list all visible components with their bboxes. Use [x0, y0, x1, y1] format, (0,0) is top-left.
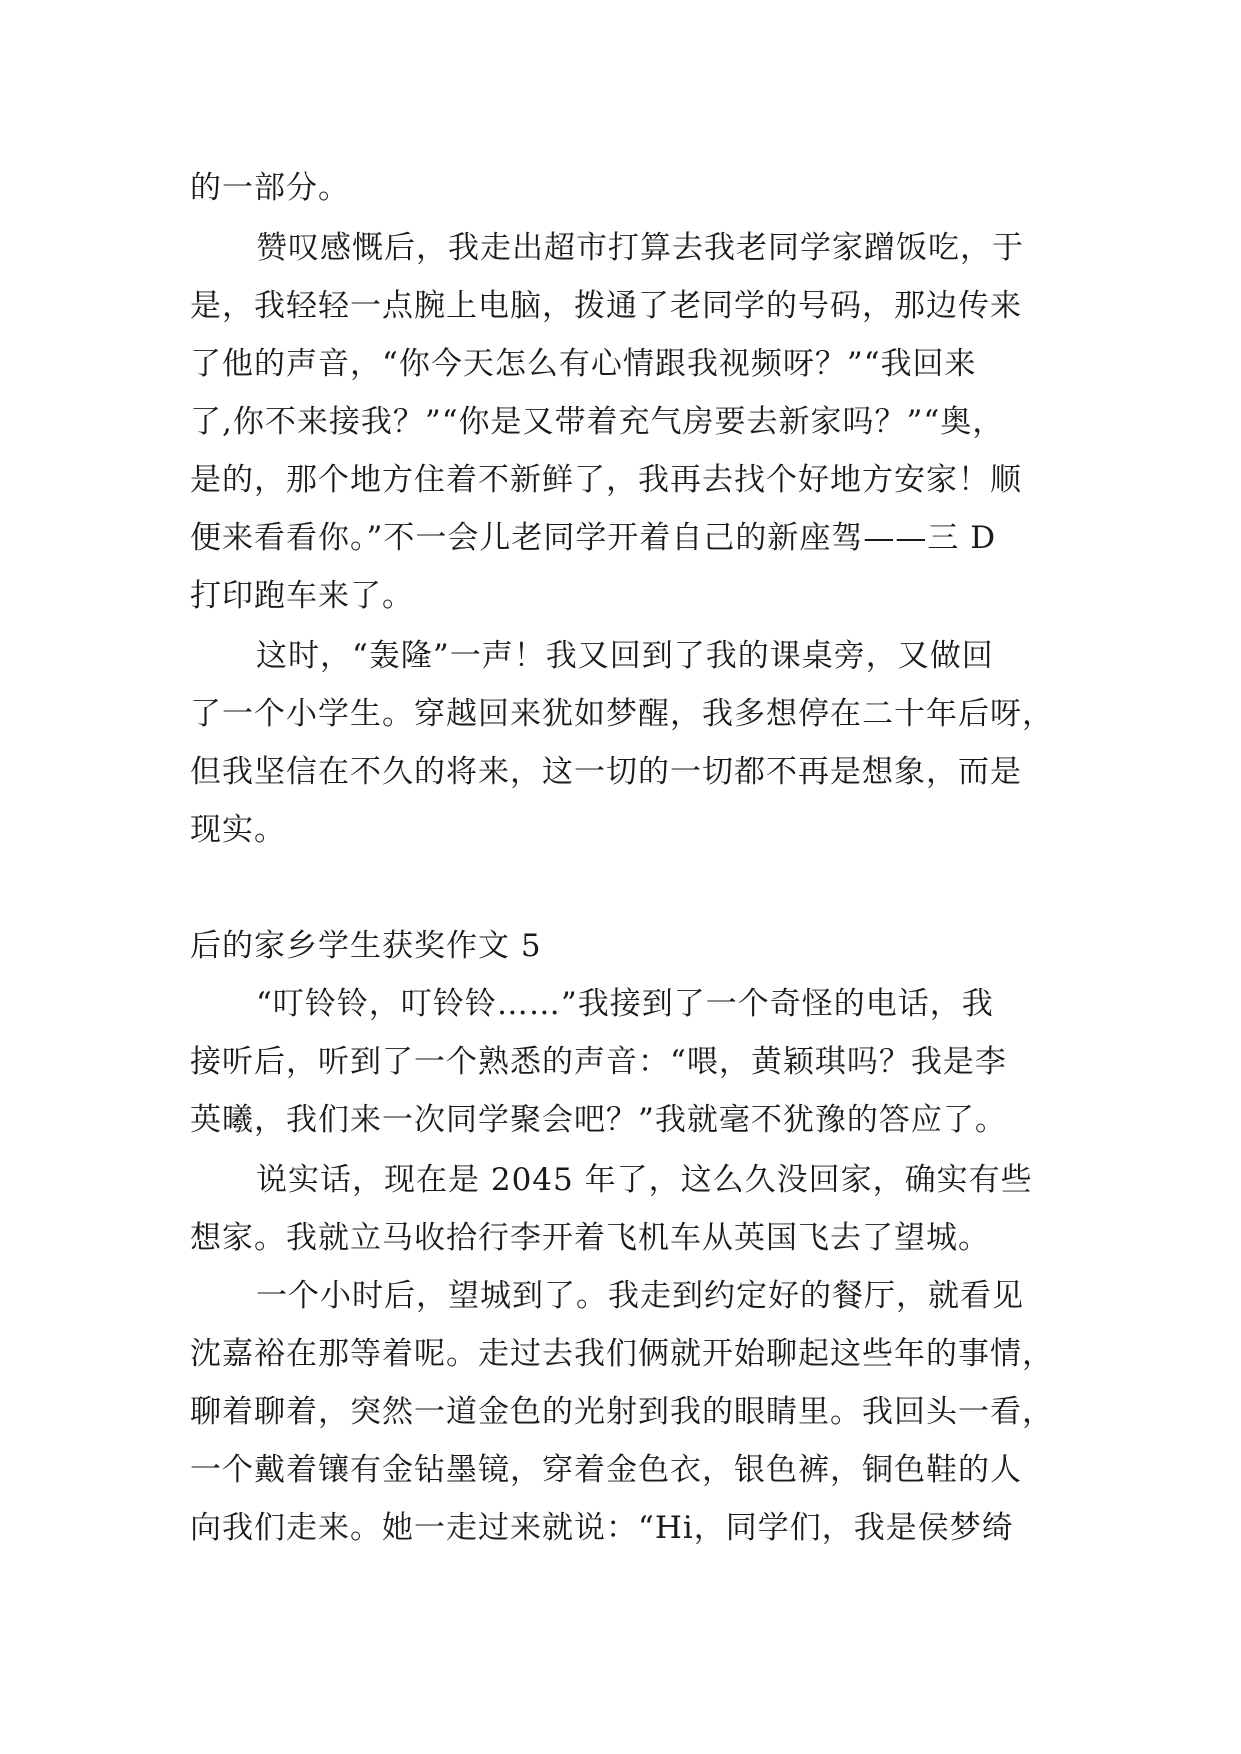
text-line: 沈嘉裕在那等着呢。走过去我们俩就开始聊起这些年的事情， — [190, 1336, 1054, 1372]
text-line: 现实。 — [190, 812, 286, 848]
paragraph-first-line: 这时，“轰隆”一声！我又回到了我的课桌旁，又做回 — [256, 638, 994, 674]
paragraph-first-line: 赞叹感慨后，我走出超市打算去我老同学家蹭饭吃，于 — [256, 230, 1024, 266]
paragraph-first-line: 说实话，现在是 2045 年了，这么久没回家，确实有些 — [256, 1162, 1033, 1198]
section-heading: 后的家乡学生获奖作文 5 — [190, 928, 542, 964]
text-line: 一个戴着镶有金钻墨镜，穿着金色衣，银色裤，铜色鞋的人 — [190, 1452, 1022, 1488]
text-line: 接听后，听到了一个熟悉的声音：“喂，黄颖琪吗？我是李 — [190, 1044, 1007, 1080]
text-line: 便来看看你。”不一会儿老同学开着自己的新座驾——三 D — [190, 520, 997, 556]
text-line: 是，我轻轻一点腕上电脑，拨通了老同学的号码，那边传来 — [190, 288, 1022, 324]
text-line: 想家。我就立马收拾行李开着飞机车从英国飞去了望城。 — [190, 1220, 990, 1256]
text-line: 聊着聊着，突然一道金色的光射到我的眼睛里。我回头一看， — [190, 1394, 1054, 1430]
text-line: 的一部分。 — [190, 170, 350, 206]
text-line: 向我们走来。她一走过来就说：“Hi，同学们，我是侯梦绮 — [190, 1510, 1014, 1546]
text-line: 但我坚信在不久的将来，这一切的一切都不再是想象，而是 — [190, 754, 1022, 790]
text-line: 是的，那个地方住着不新鲜了，我再去找个好地方安家！顺 — [190, 462, 1022, 498]
paragraph-first-line: “叮铃铃，叮铃铃……”我接到了一个奇怪的电话，我 — [256, 986, 994, 1022]
text-line: 英曦，我们来一次同学聚会吧？”我就毫不犹豫的答应了。 — [190, 1102, 1007, 1138]
text-line: 了他的声音，“你今天怎么有心情跟我视频呀？”“我回来 — [190, 346, 977, 382]
text-line: 了一个小学生。穿越回来犹如梦醒，我多想停在二十年后呀， — [190, 696, 1054, 732]
text-line: 打印跑车来了。 — [190, 578, 414, 614]
text-line: 了,你不来接我？”“你是又带着充气房要去新家吗？”“奥， — [190, 404, 1005, 440]
paragraph-first-line: 一个小时后，望城到了。我走到约定好的餐厅，就看见 — [256, 1278, 1024, 1314]
